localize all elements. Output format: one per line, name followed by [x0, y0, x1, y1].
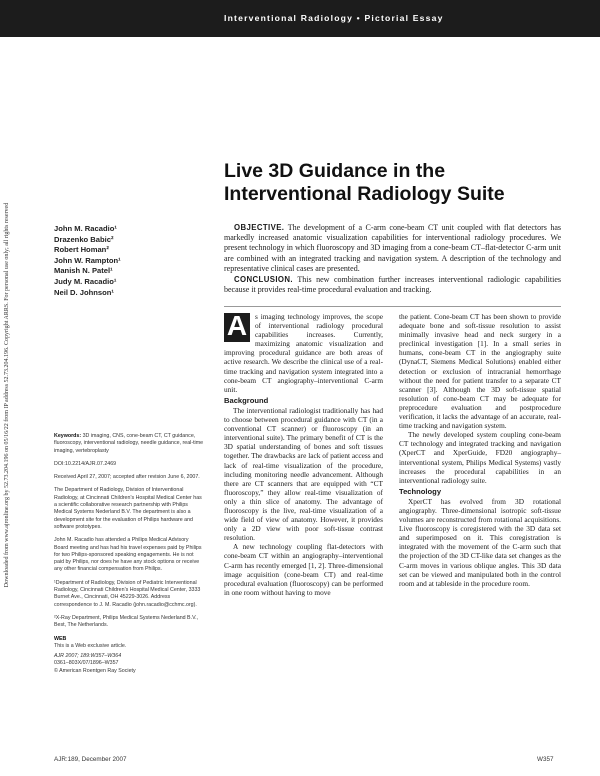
dropcap: A [224, 313, 250, 342]
title-line-1: Live 3D Guidance in the [224, 160, 446, 182]
title-line-2: Interventional Radiology Suite [224, 183, 505, 205]
disclosure: John M. Racadio has attended a Philips Medical Advisory Board meeting and has had his travel expenses paid by Philips for two Philips-sponsored speaking engagements. He is not paid by Philips, nor does he have any stock options or receive any other financial compensation from Philips. [54, 537, 202, 573]
author: John M. Racadio¹ [54, 224, 117, 233]
web-note [54, 636, 204, 651]
web-label: WEB [54, 635, 67, 642]
technology-heading: Technology [399, 486, 442, 496]
article-title [224, 160, 524, 206]
web-text: This is a Web exclusive article. [54, 642, 127, 649]
author: Judy M. Racadio¹ [54, 276, 117, 286]
abstract [224, 223, 561, 296]
body-paragraph: A new technology coupling flat-detectors with cone-beam CT within an angiography–interventional C-arm has recently emerged [1, 2]. Three-dimensional image acquisition (cone-beam CT) and real-time procedural evaluation (fluoroscopy) can be performed in one room without having to move [224, 542, 383, 597]
body-paragraph: the patient. Cone-beam CT has been shown to provide adequate bone and soft-tissue resolution to assist minimally invasive head and neck surgery in a preclinical investigation [1]. In a small series in humans, cone-beam CT in the angiography suite (DynaCT, Siemens Medical Solutions) enabled either detection or exclusion of intracranial hemorrhage without the need for patient transfer to a separate CT scanner [3]. Although the 3D soft-tissue spatial resolution of cone-beam CT may be adequate for preprocedure evaluation and postprocedure verification, it lacks the advantage of an accurate, real-time tracking and navigation system. [399, 312, 561, 431]
background-heading: Background [224, 395, 269, 405]
copyright: © American Roentgen Ray Society [54, 667, 136, 674]
author: John W. Rampton¹ [54, 255, 121, 265]
abstract-objective [224, 223, 561, 274]
footer-page-number: W357 [537, 756, 554, 763]
objective-label: OBJECTIVE. [234, 223, 285, 232]
citation [54, 653, 204, 660]
author: Robert Homan² [54, 245, 109, 255]
author: Neil D. Johnson¹ [54, 287, 114, 297]
technology-paragraph: XperCT has evolved from 3D rotational angiography. Three-dimensional isotropic soft-tissue volumes are reconstructed from rotational acquisitions. Live fluoroscopy is coregistered with the 3D data set and superimposed on it. This coregistration is integrated with the movement of the C-arm such that the projection of the 3D CT-like data set changes as the C-arm moves in various oblique angles. This 3D data set can be viewed and manipulated both in the control room and at tableside in the procedure room. [399, 496, 561, 588]
received-dates: Received April 27, 2007; accepted after revision June 6, 2007. [54, 474, 200, 481]
abstract-divider [224, 306, 561, 307]
conclusion-text: This new combination further increases interventional radiologic capabilities because it provides real-time procedural evaluation and tracking. [224, 275, 561, 295]
intro-paragraph [224, 312, 383, 394]
intro-text: s imaging technology improves, the scope of interventional radiology procedural capabilities increases. Currently, maximizing anatomic visualization and improving procedural guidance are both areas of active research. We describe the clinical use of a real-time tracking and navigation system integrated into a cone-beam CT angiography–interventional C-arm unit. [224, 312, 383, 394]
body-paragraph: The newly developed system coupling cone-beam CT technology and integrated tracking and navigation (XperCT and XperGuide, FD20 angiography–interventional system, Philips Medical Systems) vastly increases the procedural capabilities in an interventional radiology suite. [399, 430, 561, 485]
header-bar [0, 0, 600, 37]
conclusion-label: CONCLUSION. [234, 275, 293, 285]
body-column-1 [224, 312, 383, 597]
keywords-text: 3D imaging, CNS, cone-beam CT, CT guidance, fluoroscopy, interventional radiology, needle guidance, real-time imaging, vertebroplasty [54, 433, 204, 454]
body-column-2 [399, 312, 561, 588]
keywords-label: Keywords: [54, 433, 82, 439]
author: Drazenko Babic² [54, 234, 114, 244]
download-watermark: Downloaded from www.ajronline.org by 52.73.204.196 on 05/16/22 from IP address 52.73.204.196. Copyright ARRS. For personal use only; all rights reserved [4, 202, 10, 588]
issn: 0361–803X/07/1896–W357 [54, 660, 119, 667]
affiliation-note: The Department of Radiology, Division of Interventional Radiology, at Cincinnati Children's Hospital Medical Center has a scientific collaborative research partnership with Philips Medical Systems Nederland B.V. The department is also a development site for the evaluation of Philips hardware and software prototypes. [54, 487, 202, 530]
background-paragraph: The interventional radiologist traditionally has had to choose between procedural guidance with CT (in a conventional CT scanner) or fluoroscopy (in an interventional suite). The primary benefit of CT is the 3D spatial understanding of bones and soft tissues together. The drawbacks are lack of patient access and lack of real-time visualization of the procedure, including monitoring needle advancement. Although there are CT scanners that are equipped with “CT fluoroscopy,” they allow real-time visualization of only a thin slice of anatomy. The advantage of fluoroscopy is the live, real-time visualization of a wide field of view of anatomy. However, it provides only a 2D view with poor soft-tissue contrast resolution. [224, 405, 383, 543]
doi[interactable]: DOI:10.2214/AJR.07.2469 [54, 460, 117, 467]
author: Manish N. Patel¹ [54, 266, 113, 276]
affiliation-2: ²X-Ray Department, Philips Medical Systems Nederland B.V., Best, The Netherlands. [54, 614, 199, 629]
affiliation-1: ¹Department of Radiology, Division of Pediatric Interventional Radiology, Cincinnati Children's Hospital Medical Center, 3333 Burnet Ave., Cincinnati, OH 45229-3026. Address correspondence to J. M. Racadio (john.racadio@cchmc.org). [54, 579, 201, 608]
article-metadata [54, 433, 204, 681]
section-label: Interventional Radiology • Pictorial Essay [224, 13, 444, 23]
citation-text: AJR 2007; 189:W357–W364 [54, 653, 122, 660]
abstract-conclusion [224, 275, 561, 295]
author-list [54, 224, 121, 298]
objective-text: The development of a C-arm cone-beam CT unit coupled with flat detectors has markedly increased anatomic visualization capabilities for interventional radiology procedures. We present technology in which fluoroscopy and 3D imaging from a cone-beam CT–flat-detector C-arm unit are combined with an integrated tracking and navigation system. A description of the technology and representative clinical cases are presented. [224, 223, 561, 273]
keywords [54, 433, 204, 455]
footer-journal: AJR:189, December 2007 [54, 756, 127, 763]
